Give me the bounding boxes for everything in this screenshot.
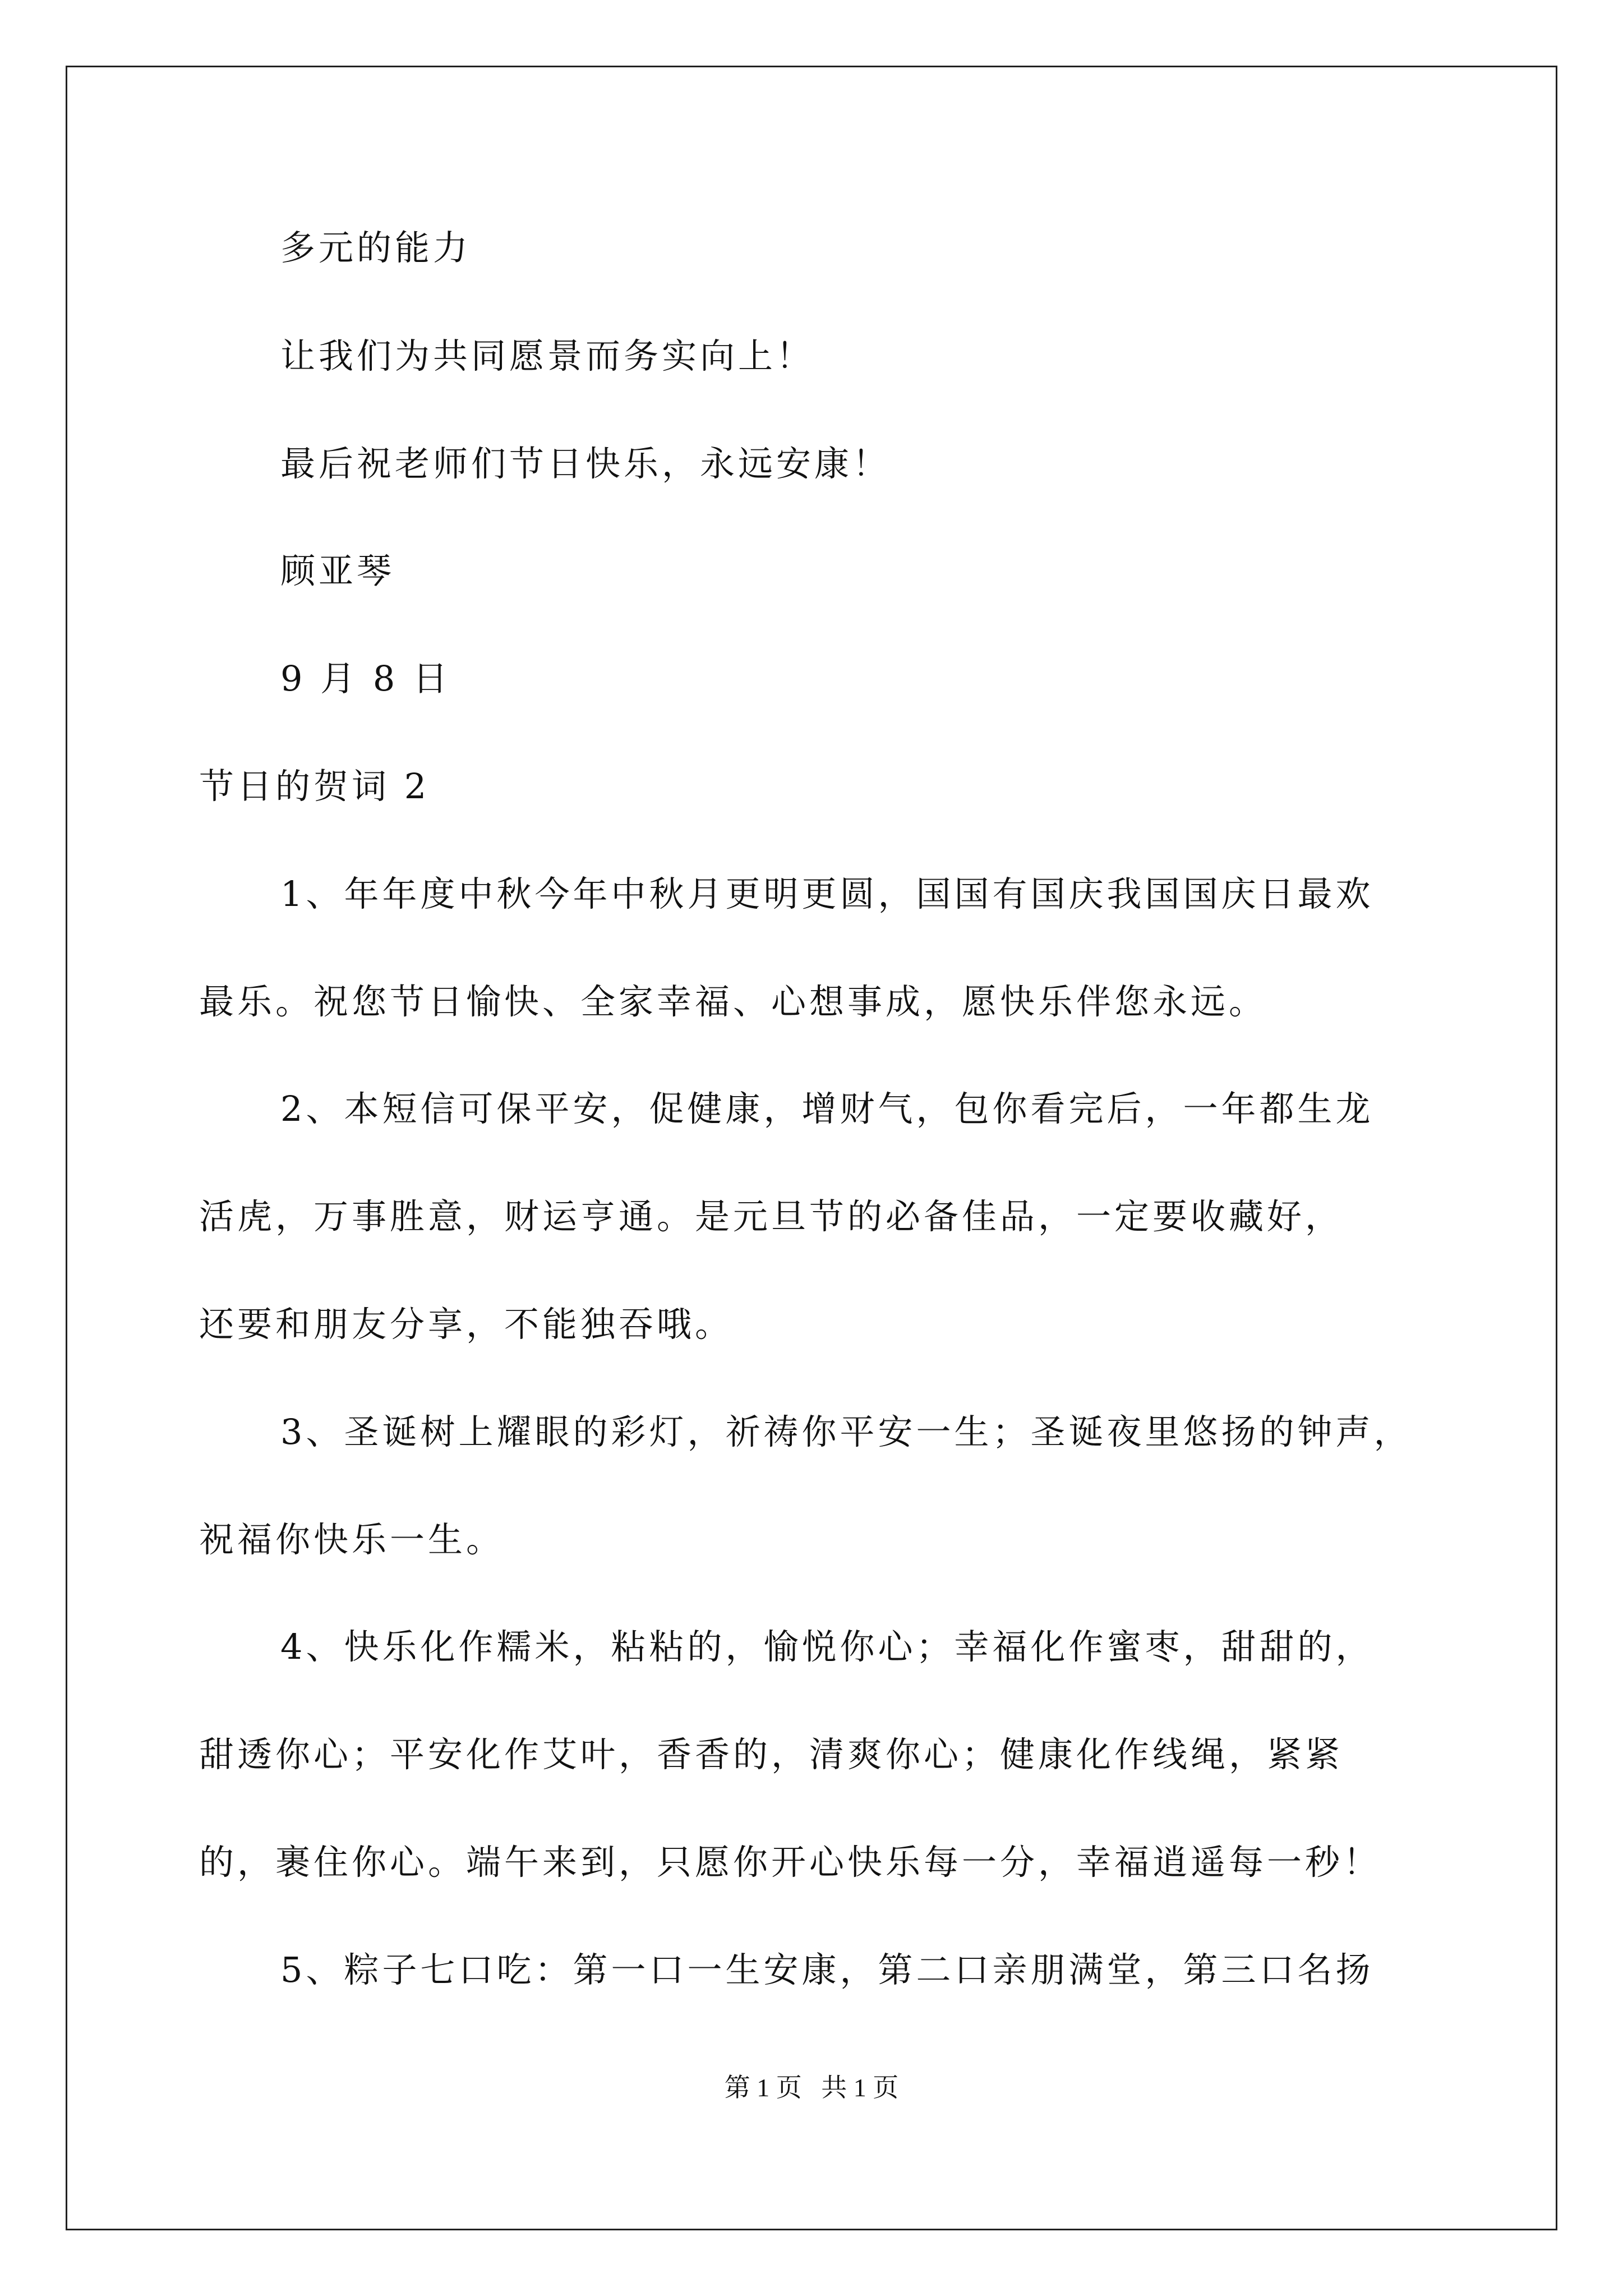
text-line: 的，裹住你心。端午来到，只愿你开心快乐每一分，幸福逍遥每一秒！ xyxy=(199,1842,1382,1883)
text-line: 多元的能力 xyxy=(280,227,472,268)
text-line: 最后祝老师们节日快乐，永远安康！ xyxy=(280,443,891,484)
page-border xyxy=(66,66,1557,2230)
text-line: 祝福你快乐一生。 xyxy=(199,1519,505,1560)
text-line: 活虎，万事胜意，财运亨通。是元旦节的必备佳品，一定要收藏好， xyxy=(199,1196,1344,1237)
text-line: 4、快乐化作糯米，粘粘的，愉悦你心；幸福化作蜜枣，甜甜的， xyxy=(280,1626,1374,1667)
text-line: 甜透你心；平安化作艾叶，香香的，清爽你心；健康化作线绳，紧紧 xyxy=(199,1734,1344,1775)
text-line: 最乐。祝您节日愉快、全家幸福、心想事成，愿快乐伴您永远。 xyxy=(199,981,1267,1022)
text-line: 2、本短信可保平安，促健康，增财气，包你看完后，一年都生龙 xyxy=(280,1088,1374,1129)
text-line: 5、粽子七口吃：第一口一生安康，第二口亲朋满堂，第三口名扬 xyxy=(280,1949,1374,1990)
text-line: 还要和朋友分享，不能独吞哦。 xyxy=(199,1304,734,1345)
text-line: 让我们为共同愿景而务实向上！ xyxy=(280,335,815,376)
page-footer: 第 1 页 共 1 页 xyxy=(724,2073,899,2102)
signature-name: 顾亚琴 xyxy=(280,550,395,591)
text-line: 1、年年度中秋今年中秋月更明更圆，国国有国庆我国国庆日最欢 xyxy=(280,873,1374,914)
text-line: 3、圣诞树上耀眼的彩灯，祈祷你平安一生；圣诞夜里悠扬的钟声， xyxy=(280,1411,1412,1452)
signature-date: 9 月 8 日 xyxy=(280,658,451,699)
section-heading: 节日的贺词 2 xyxy=(199,766,430,807)
